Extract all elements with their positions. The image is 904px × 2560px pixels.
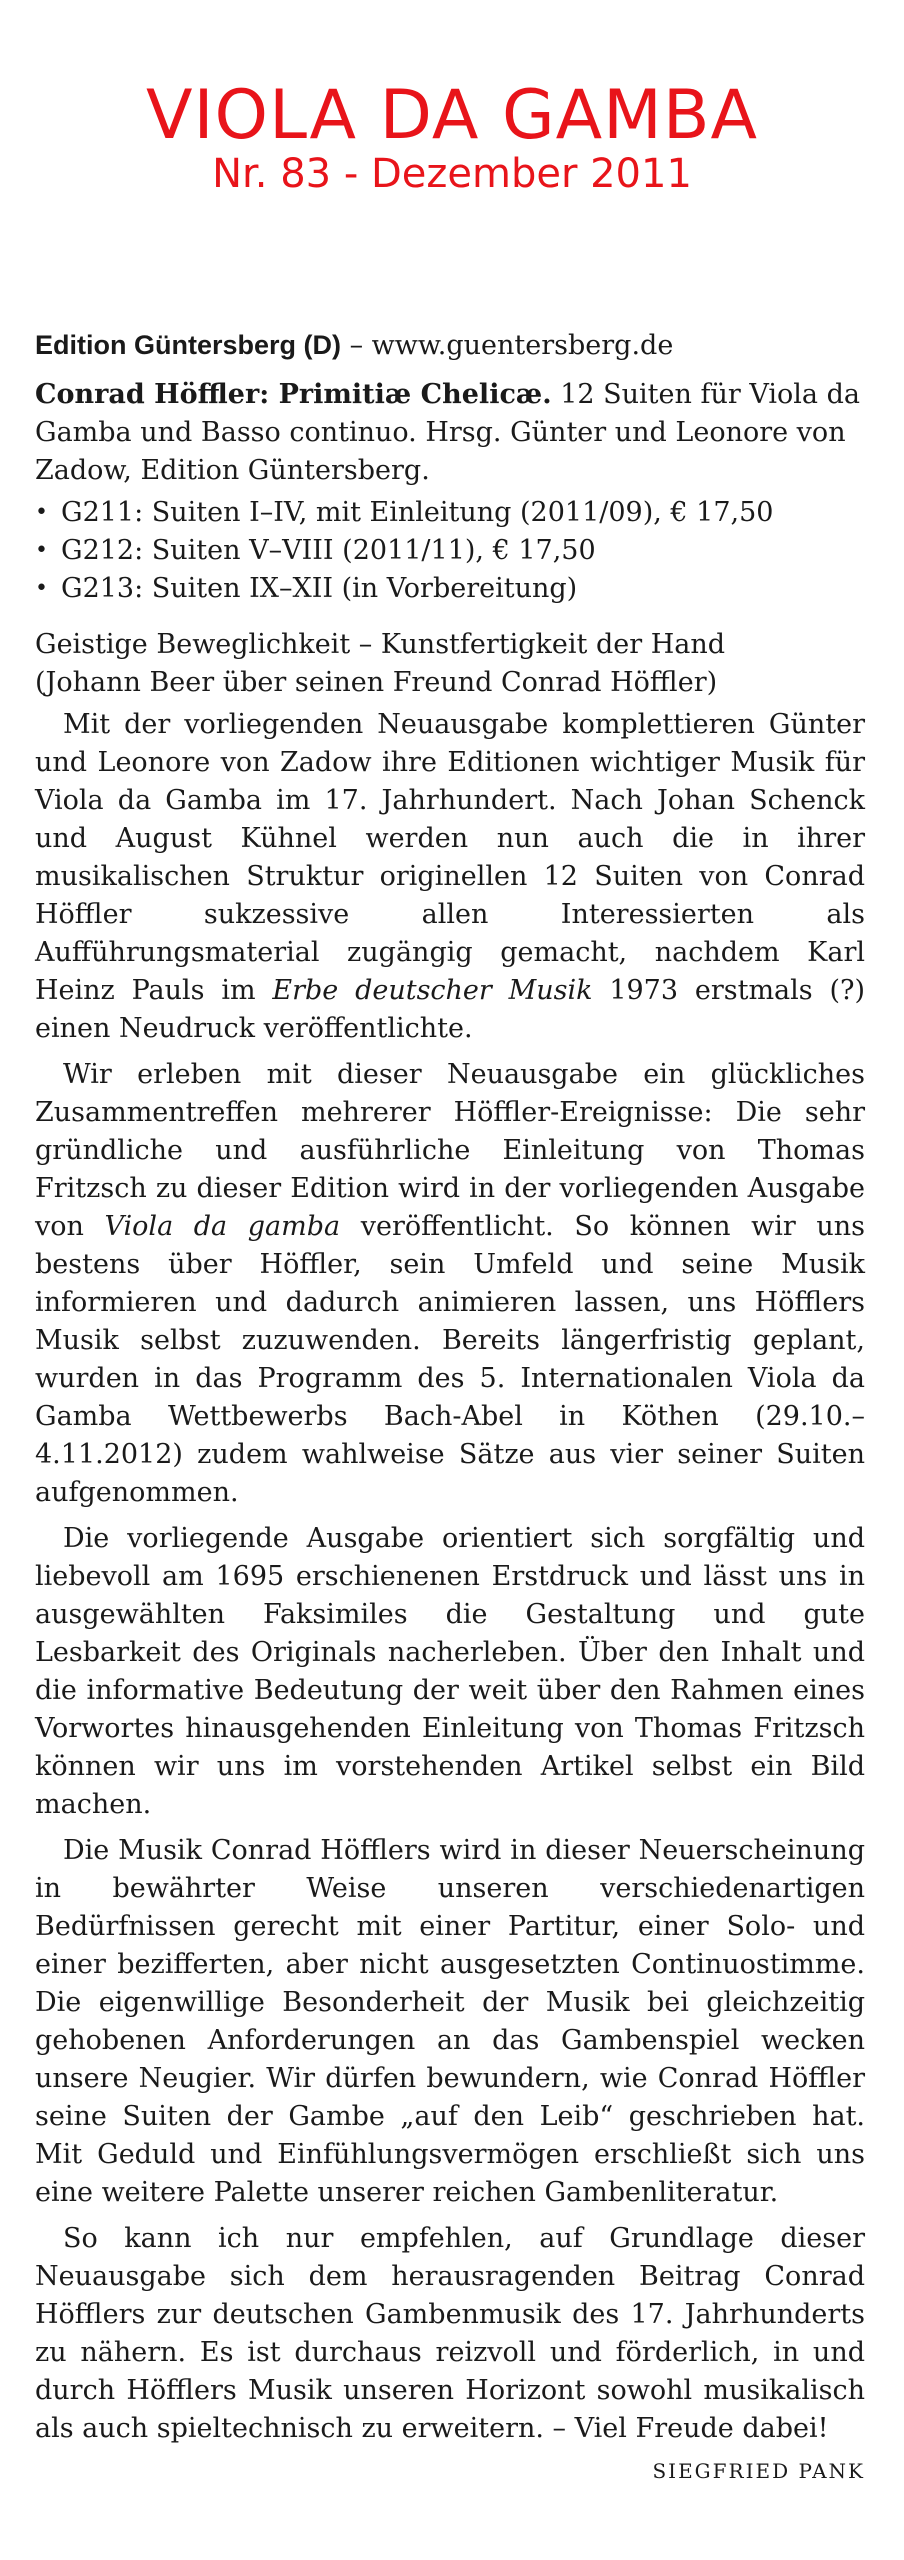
paragraph-text: 1973 erstmals (?) einen Neudruck veröffentlichte.: [35, 975, 865, 1044]
work-reference: Erbe deutscher Musik: [272, 975, 593, 1006]
publisher-line: [35, 325, 865, 366]
bullet-icon: •: [35, 500, 48, 525]
paragraph-1: [35, 706, 865, 1048]
work-heading: [35, 376, 865, 490]
issue-label: Nr. 83 - Dezember 2011: [212, 151, 692, 197]
paragraph-text: Mit der vorliegenden Neuausgabe komplettieren Günter und Leonore von Zadow ihre Editionen wichtiger Musik für Viola da Gamba im 17. Jahrhundert. Nach Johan Schenck und August Kühnel werden nun auch die in ihrer musikalischen Struktur originellen 12 Suiten von Conrad Höffler sukzessive allen Interessierten als Aufführungsmaterial zugängig gemacht, nachdem Karl Heinz Pauls im: [35, 709, 865, 1006]
paragraph-2: [35, 1056, 865, 1512]
edition-text: G213: Suiten IX–XII (in Vorbereitung): [61, 573, 578, 604]
publisher-url: www.guentersberg.de: [371, 330, 674, 361]
bullet-icon: •: [35, 576, 48, 601]
author-signature: SIEGFRIED PANK: [652, 2459, 865, 2483]
magazine-reference: Viola da gamba: [104, 1211, 341, 1242]
epigraph-line: Geistige Beweglichkeit – Kunstfertigkeit der Hand: [35, 629, 726, 660]
paragraph-text: Wir erleben mit dieser Neuausgabe ein glückliches Zusammentreffen mehrerer Höffler-Ereignisse: Die sehr gründliche und ausführliche Einleitung von Thomas Fritzsch zu dieser Edition wird in der vorliegenden Ausgabe von: [35, 1059, 865, 1242]
publisher-separator: –: [341, 330, 372, 361]
edition-list: [35, 494, 865, 608]
edition-text: G212: Suiten V–VIII (2011/11), € 17,50: [61, 535, 596, 566]
magazine-title: VIOLA DA GAMBA: [145, 76, 759, 155]
edition-text: G211: Suiten I–IV, mit Einleitung (2011/09), € 17,50: [61, 497, 774, 528]
paragraph-4: Die Musik Conrad Höfflers wird in dieser Neuerscheinung in bewährter Weise unseren verschiedenartigen Bedürfnissen gerecht mit einer Partitur, einer Solo- und einer bezifferten, aber nicht ausgesetzten Continuostimme. Die eigenwillige Besonderheit der Musik bei gleichzeitig gehobenen Anforderungen an das Gambenspiel wecken unsere Neugier. Wir dürfen bewundern, wie Conrad Höffler seine Suiten der Gambe „auf den Leib“ geschrieben hat. Mit Geduld und Einfühlungsvermögen erschließt sich uns eine weitere Palette unserer reichen Gambenliteratur.: [35, 1835, 865, 2208]
list-item: [35, 570, 865, 608]
work-title: Conrad Höffler: Primitiæ Chelicæ.: [35, 379, 552, 410]
paragraph-3: Die vorliegende Ausgabe orientiert sich sorgfältig und liebevoll am 1695 erschienenen Erstdruck und lässt uns in ausgewählten Faksimiles die Gestaltung und gute Lesbarkeit des Originals nacherleben. Über den Inhalt und die informative Bedeutung der weit über den Rahmen eines Vorwortes hinausgehenden Einleitung von Thomas Fritzsch können wir uns im vorstehenden Artikel selbst ein Bild machen.: [35, 1523, 865, 1820]
epigraph: [35, 626, 865, 702]
paragraph-5: So kann ich nur empfehlen, auf Grundlage dieser Neuausgabe sich dem herausragenden Beitrag Conrad Höfflers zur deutschen Gambenmusik des 17. Jahrhunderts zu nähern. Es ist durchaus reizvoll und förderlich, in und durch Höfflers Musik unseren Horizont sowohl musikalisch als auch spieltechnisch zu erweitern. – Viel Freude dabei!: [35, 2223, 865, 2444]
publisher-name: Edition Güntersberg (D): [35, 330, 341, 360]
masthead: [0, 78, 904, 198]
bullet-icon: •: [35, 538, 48, 563]
review-article: [35, 325, 865, 2486]
list-item: [35, 494, 865, 532]
epigraph-attribution: (Johann Beer über seinen Freund Conrad Höffler): [35, 667, 718, 698]
paragraph-text: veröffentlicht. So können wir uns bestens über Höffler, sein Umfeld und seine Musik informieren und dadurch animieren lassen, uns Höfflers Musik selbst zuzuwenden. Bereits längerfristig geplant, wurden in das Programm des 5. Internationalen Viola da Gamba Wettbewerbs Bach-Abel in Köthen (29.10.–4.11.2012) zudem wahlweise Sätze aus vier seiner Suiten aufgenommen.: [35, 1211, 865, 1508]
list-item: [35, 532, 865, 570]
work-description: 12 Suiten für Viola da Gamba und Basso continuo. Hrsg. Günter und Leonore von Zadow, Edition Güntersberg.: [35, 379, 860, 486]
